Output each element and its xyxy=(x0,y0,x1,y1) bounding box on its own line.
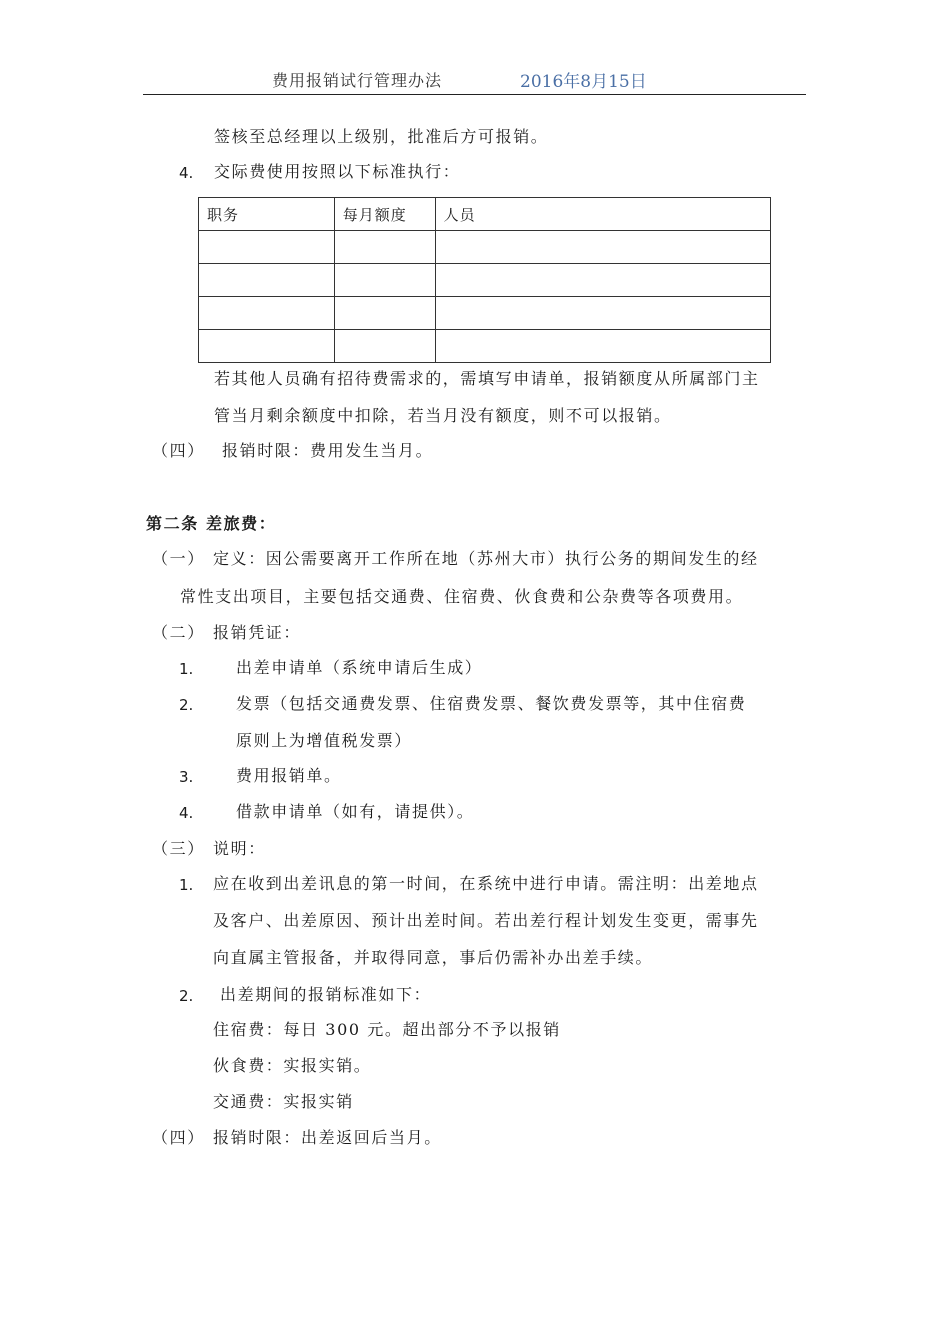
table-cell xyxy=(199,231,335,264)
item-number: 4. xyxy=(179,804,194,822)
voucher-item: 出差申请单（系统申请后生成） xyxy=(236,658,483,677)
transport-standard: 交通费：实报实销 xyxy=(213,1092,354,1111)
table-cell xyxy=(199,330,335,363)
table-cell xyxy=(334,297,435,330)
item-number: 2. xyxy=(179,696,194,714)
meals-standard: 伙食费：实报实销。 xyxy=(213,1056,372,1075)
section-label: （三） xyxy=(152,839,205,858)
section-label: （四） xyxy=(152,1128,205,1147)
section-label: （四） xyxy=(152,441,205,460)
explain-2-text: 出差期间的报销标准如下： xyxy=(220,985,432,1004)
table-cell xyxy=(199,264,335,297)
table-header-row xyxy=(199,198,771,231)
section-label: （二） xyxy=(152,623,205,642)
article-title: 第二条 差旅费： xyxy=(146,514,277,533)
page-header xyxy=(143,68,806,95)
table-cell xyxy=(435,264,770,297)
explain-line-3: 向直属主管报备，并取得同意，事后仍需补办出差手续。 xyxy=(213,948,654,967)
voucher-item: 借款申请单（如有，请提供）。 xyxy=(236,802,475,821)
section-text: 报销凭证： xyxy=(213,623,302,642)
explain-line-1: 应在收到出差讯息的第一时间，在系统中进行申请。需注明：出差地点 xyxy=(213,874,759,893)
table-cell xyxy=(334,264,435,297)
table-cell xyxy=(435,231,770,264)
table-cell xyxy=(334,330,435,363)
definition-line-2: 常性支出项目，主要包括交通费、住宿费、伙食费和公杂费等各项费用。 xyxy=(180,587,744,606)
allowance-table xyxy=(198,197,771,363)
header-position: 职务 xyxy=(199,198,335,231)
section-text: 报销时限：出差返回后当月。 xyxy=(213,1128,442,1147)
table-row xyxy=(199,330,771,363)
header-personnel: 人员 xyxy=(435,198,770,231)
header-date: 2016年8月15日 xyxy=(520,72,647,92)
definition-line-1: 定义：因公需要离开工作所在地（苏州大市）执行公务的期间发生的经 xyxy=(213,549,759,568)
section-text: 报销时限：费用发生当月。 xyxy=(222,441,434,460)
section-label: （一） xyxy=(152,549,205,568)
note-line-2: 管当月剩余额度中扣除，若当月没有额度，则不可以报销。 xyxy=(214,406,672,425)
section-text: 说明： xyxy=(213,839,266,858)
voucher-item-continued: 原则上为增值税发票） xyxy=(236,731,413,750)
header-title: 费用报销试行管理办法 xyxy=(272,71,443,90)
item-number: 1. xyxy=(179,660,194,678)
continued-line: 签核至总经理以上级别，批准后方可报销。 xyxy=(214,127,549,146)
note-line-1: 若其他人员确有招待费需求的，需填写申请单，报销额度从所属部门主 xyxy=(214,369,760,388)
item-number: 4. xyxy=(179,164,194,182)
table-cell xyxy=(435,330,770,363)
item-text: 交际费使用按照以下标准执行： xyxy=(214,162,461,181)
item-number: 1. xyxy=(179,876,194,894)
table-cell xyxy=(334,231,435,264)
lodging-standard: 住宿费：每日 300 元。超出部分不予以报销 xyxy=(213,1020,561,1039)
table-row xyxy=(199,264,771,297)
item-number: 2. xyxy=(179,987,194,1005)
table-cell xyxy=(435,297,770,330)
voucher-item: 发票（包括交通费发票、住宿费发票、餐饮费发票等，其中住宿费 xyxy=(236,694,747,713)
item-number: 3. xyxy=(179,768,194,786)
table-row xyxy=(199,231,771,264)
voucher-item: 费用报销单。 xyxy=(236,766,342,785)
table-cell xyxy=(199,297,335,330)
explain-line-2: 及客户、出差原因、预计出差时间。若出差行程计划发生变更，需事先 xyxy=(213,911,759,930)
table-row xyxy=(199,297,771,330)
header-monthly-limit: 每月额度 xyxy=(334,198,435,231)
